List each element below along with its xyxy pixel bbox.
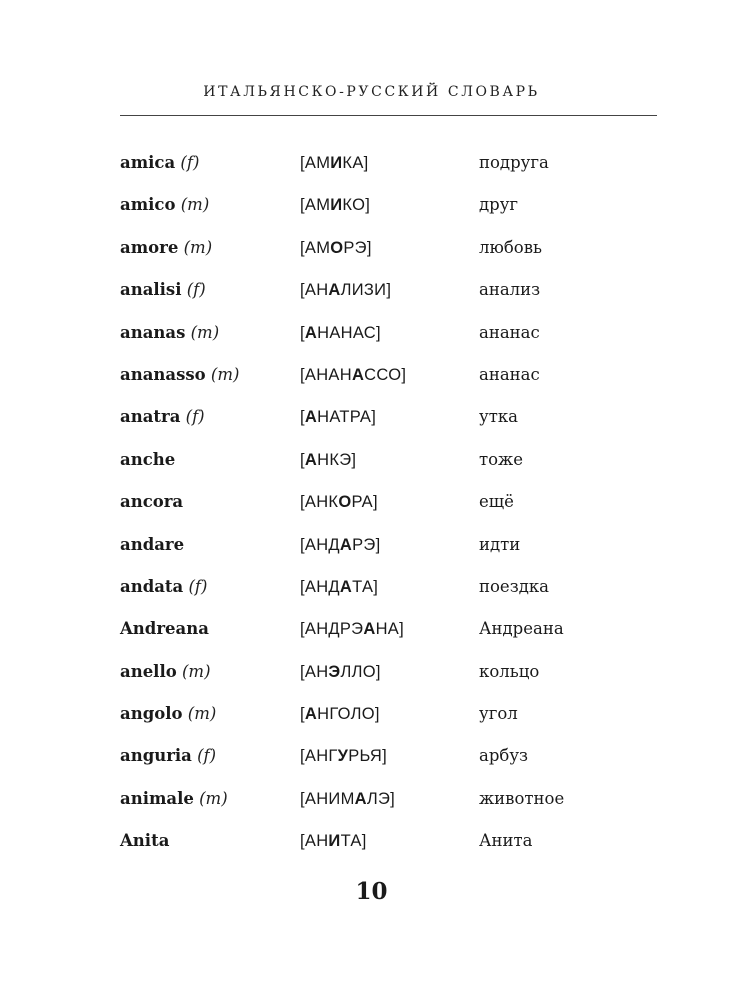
entry-gender: (f): [188, 576, 208, 596]
header-rule: [120, 115, 657, 116]
dictionary-entry: [120, 651, 640, 693]
stressed-letter: Э: [328, 662, 341, 681]
entry-pronunciation: [300, 651, 381, 693]
entry-headword: amico: [120, 195, 176, 215]
pronunciation-segment: [АМ: [300, 238, 331, 257]
entry-translation: подруга: [479, 153, 549, 172]
entry-translation: любовь: [479, 237, 542, 257]
entry-translation: идти: [479, 534, 521, 554]
stressed-letter: О: [338, 493, 352, 512]
dictionary-entry: [120, 778, 640, 820]
entry-headword-cell: [120, 820, 169, 862]
pronunciation-segment: НКЭ]: [317, 450, 357, 469]
entry-pronunciation: [300, 778, 395, 820]
pronunciation-segment: ЛЭ]: [366, 789, 395, 808]
entry-headword-cell: [120, 778, 228, 820]
entry-gender: (f): [185, 407, 205, 427]
pronunciation-segment: [АН: [300, 832, 329, 851]
page-number: 10: [355, 878, 388, 905]
stressed-letter: И: [328, 832, 341, 851]
dictionary-entry: [120, 312, 640, 354]
pronunciation-segment: НАНАС]: [317, 323, 381, 342]
dictionary-entry: [120, 354, 640, 396]
entry-pronunciation: [300, 693, 380, 735]
entry-pronunciation: [300, 439, 356, 481]
entry-translation: ещё: [479, 492, 514, 512]
entry-translation: анализ: [479, 280, 541, 300]
dictionary-entry: [120, 693, 640, 735]
entry-headword-cell: [120, 693, 216, 735]
entry-gender: (m): [190, 322, 220, 342]
pronunciation-segment: [АМ: [300, 154, 331, 172]
pronunciation-segment: КО]: [342, 196, 371, 215]
entry-headword-cell: [120, 396, 205, 438]
entry-translation: ананас: [479, 364, 540, 384]
dictionary-entry: [120, 269, 640, 311]
entry-gender: (f): [197, 746, 217, 766]
pronunciation-segment: [: [300, 323, 305, 342]
entry-pronunciation: [300, 608, 404, 650]
entry-translation: кольцо: [479, 661, 540, 681]
stressed-letter: И: [330, 196, 343, 215]
entry-translation: утка: [479, 407, 518, 427]
pronunciation-segment: ТА]: [340, 832, 367, 851]
pronunciation-segment: [АНДРЭ: [300, 620, 364, 639]
stressed-letter: А: [328, 281, 341, 300]
dictionary-entry: [120, 439, 640, 481]
dictionary-entry: [120, 184, 640, 226]
entry-headword: anguria: [120, 746, 192, 766]
dictionary-entry: [120, 524, 640, 566]
entry-gender: (m): [199, 788, 228, 808]
dictionary-entry: [120, 608, 640, 650]
entry-headword-cell: [120, 566, 207, 608]
entry-headword: anello: [120, 661, 177, 681]
dictionary-entry: [120, 142, 640, 184]
entry-translation: ананас: [479, 322, 540, 342]
entry-pronunciation: [300, 269, 391, 311]
pronunciation-segment: РЭ]: [352, 535, 381, 554]
stressed-letter: А: [304, 450, 318, 469]
dictionary-entry: [120, 396, 640, 438]
entry-gender: (m): [183, 237, 213, 257]
entry-pronunciation: [300, 735, 387, 777]
pronunciation-segment: [АНИМ: [300, 789, 355, 808]
pronunciation-segment: КА]: [342, 154, 369, 172]
pronunciation-segment: [АНАН: [300, 365, 352, 384]
entry-headword: andata: [120, 576, 184, 596]
pronunciation-segment: ЛИЗИ]: [340, 281, 392, 300]
entry-pronunciation: [300, 142, 369, 184]
pronunciation-segment: [АНД: [300, 577, 340, 596]
stressed-letter: А: [354, 789, 367, 808]
dictionary-entries: [120, 142, 640, 863]
entry-translation: поездка: [479, 576, 550, 596]
entry-headword: ananas: [120, 322, 186, 342]
entry-pronunciation: [300, 184, 370, 226]
pronunciation-segment: [АМ: [300, 196, 331, 215]
running-header: ИТАЛЬЯНСКО-РУССКИЙ СЛОВАРЬ: [203, 84, 540, 100]
entry-headword: Andreana: [120, 619, 209, 639]
entry-gender: (f): [180, 153, 200, 172]
entry-headword: andare: [120, 534, 185, 554]
entry-translation: животное: [479, 788, 565, 808]
pronunciation-segment: [: [300, 705, 305, 724]
entry-pronunciation: [300, 354, 406, 396]
pronunciation-segment: ТА]: [352, 577, 379, 596]
entry-gender: (m): [210, 364, 240, 384]
entry-pronunciation: [300, 396, 376, 438]
entry-translation: арбуз: [479, 746, 529, 766]
dictionary-entry: [120, 227, 640, 269]
stressed-letter: О: [330, 238, 344, 257]
entry-gender: (m): [187, 704, 217, 724]
pronunciation-segment: [АНД: [300, 535, 340, 554]
entry-headword: amore: [120, 237, 179, 257]
pronunciation-segment: РА]: [351, 493, 378, 512]
stressed-letter: А: [304, 705, 318, 724]
pronunciation-segment: ССО]: [364, 365, 407, 384]
entry-headword-cell: [120, 651, 211, 693]
entry-pronunciation: [300, 566, 378, 608]
entry-translation: тоже: [479, 449, 524, 469]
entry-pronunciation: [300, 312, 381, 354]
pronunciation-segment: НАТРА]: [317, 408, 377, 427]
entry-headword-cell: [120, 269, 206, 311]
stressed-letter: А: [304, 323, 318, 342]
pronunciation-segment: [АНГ: [300, 747, 338, 766]
pronunciation-segment: [АН: [300, 662, 329, 681]
entry-headword: animale: [120, 788, 194, 808]
stressed-letter: А: [351, 365, 365, 384]
entry-headword: amica: [120, 153, 176, 172]
entry-gender: (f): [186, 280, 206, 300]
dictionary-entry: [120, 481, 640, 523]
entry-pronunciation: [300, 227, 372, 269]
entry-headword-cell: [120, 608, 209, 650]
entry-headword: angolo: [120, 704, 183, 724]
entry-pronunciation: [300, 524, 380, 566]
entry-gender: (m): [181, 661, 211, 681]
stressed-letter: А: [339, 535, 353, 554]
pronunciation-segment: НГОЛО]: [317, 705, 380, 724]
entry-translation: друг: [479, 195, 519, 215]
entry-headword-cell: [120, 184, 209, 226]
entry-headword: ancora: [120, 492, 184, 512]
entry-headword-cell: [120, 227, 212, 269]
entry-pronunciation: [300, 481, 378, 523]
pronunciation-segment: [: [300, 450, 305, 469]
entry-headword-cell: [120, 481, 183, 523]
pronunciation-segment: [АН: [300, 281, 329, 300]
entry-gender: (m): [180, 195, 210, 215]
entry-headword-cell: [120, 524, 184, 566]
entry-translation: угол: [479, 704, 518, 724]
entry-headword: anche: [120, 449, 176, 469]
stressed-letter: И: [330, 154, 343, 172]
entry-translation: Анита: [479, 831, 533, 851]
entry-headword-cell: [120, 142, 199, 184]
stressed-letter: А: [304, 408, 318, 427]
pronunciation-segment: [АНК: [300, 493, 339, 512]
pronunciation-segment: ЛЛО]: [340, 662, 381, 681]
entry-headword-cell: [120, 439, 175, 481]
stressed-letter: У: [337, 747, 349, 766]
stressed-letter: А: [363, 620, 376, 639]
entry-pronunciation: [300, 820, 367, 862]
entry-headword-cell: [120, 735, 216, 777]
entry-headword-cell: [120, 312, 219, 354]
pronunciation-segment: [: [300, 408, 305, 427]
pronunciation-segment: РЬЯ]: [348, 747, 388, 766]
dictionary-entry: [120, 566, 640, 608]
entry-headword: ananasso: [120, 364, 206, 384]
pronunciation-segment: РЭ]: [343, 238, 372, 257]
entry-headword-cell: [120, 354, 239, 396]
dictionary-entry: [120, 735, 640, 777]
entry-translation: Андреана: [479, 619, 564, 639]
entry-headword: analisi: [120, 280, 182, 300]
pronunciation-segment: НА]: [375, 620, 404, 639]
entry-headword: Anita: [120, 831, 170, 851]
dictionary-entry: [120, 820, 640, 862]
entry-headword: anatra: [120, 407, 181, 427]
stressed-letter: А: [339, 577, 353, 596]
